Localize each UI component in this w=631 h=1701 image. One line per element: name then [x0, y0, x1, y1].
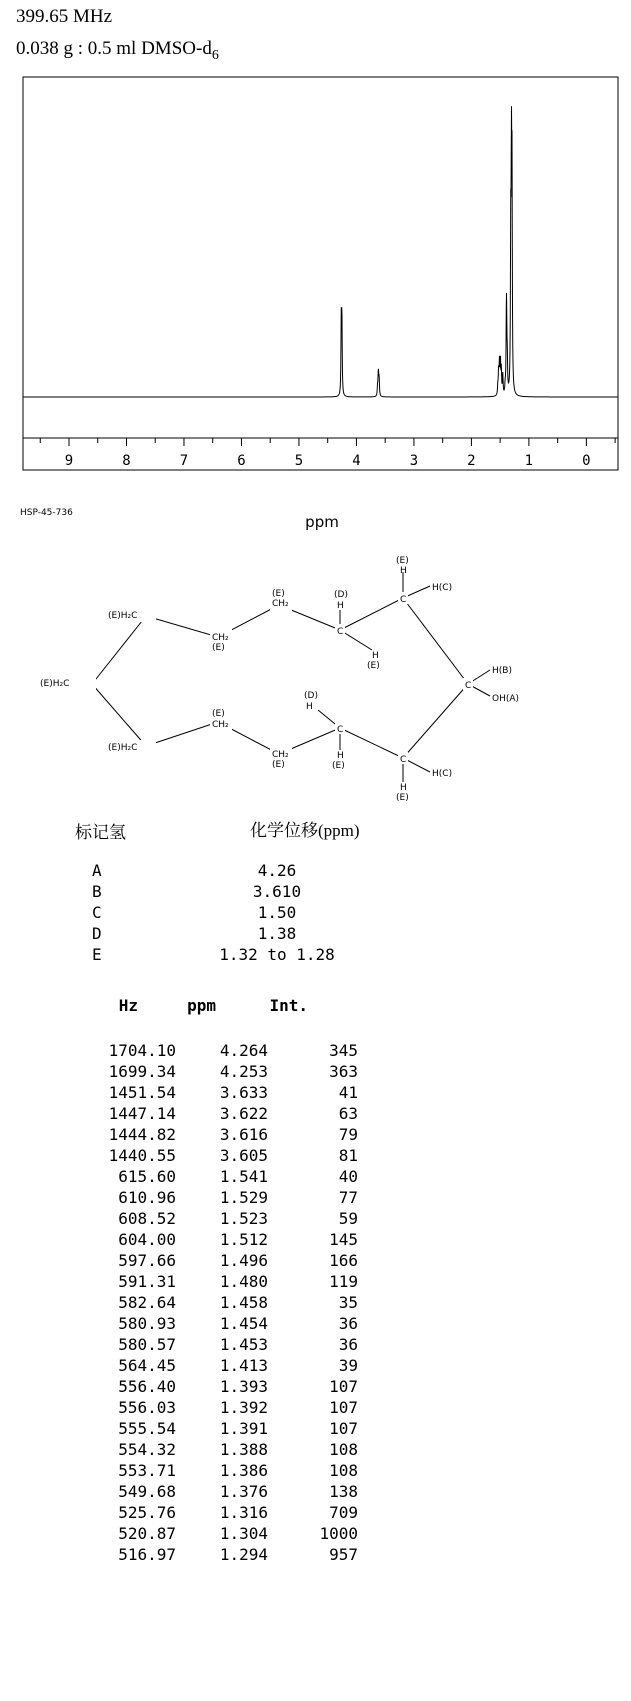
peak-row: [88, 1166, 358, 1187]
peak-row: [88, 1187, 358, 1208]
peak-header-ppm: ppm: [187, 996, 216, 1015]
peak-ppm: 1.523: [219, 1209, 268, 1228]
x-tick-label: 8: [122, 453, 131, 469]
assignment-label: A: [92, 861, 102, 880]
assignment-row: [92, 860, 342, 881]
peak-header-int: Int.: [269, 996, 308, 1015]
peak-hz: 604.00: [118, 1230, 176, 1249]
peak-ppm: 1.391: [219, 1419, 268, 1438]
x-axis: [40, 438, 615, 469]
peak-hz: 1704.10: [108, 1041, 176, 1060]
peak-row: [88, 1292, 358, 1313]
d-label: (D): [304, 691, 318, 701]
h-label: H: [337, 601, 344, 611]
assignment-shift: 1.50: [257, 903, 297, 922]
c-label: C: [337, 725, 344, 735]
assignment-row: [92, 923, 342, 944]
peak-ppm: 4.253: [219, 1062, 268, 1081]
peak-int: 363: [329, 1062, 358, 1081]
peak-row: [88, 1502, 358, 1523]
peak-ppm: 1.393: [219, 1377, 268, 1396]
x-tick-label: 4: [352, 453, 361, 469]
peak-ppm: 3.616: [219, 1125, 268, 1144]
x-tick-label: 5: [294, 453, 304, 469]
peak-hz: 1451.54: [108, 1083, 176, 1102]
peak-row: [88, 1355, 358, 1376]
peak-hz: 525.76: [118, 1503, 176, 1522]
peak-row: [88, 1103, 358, 1124]
ch2-label: CH₂: [212, 720, 229, 730]
spectrum-trace: [23, 106, 618, 397]
frequency-label: 399.65 MHz: [16, 6, 113, 27]
peak-row: [88, 1460, 358, 1481]
peak-int: 166: [329, 1251, 358, 1270]
x-axis-label: ppm: [305, 513, 339, 531]
peak-int: 119: [329, 1272, 358, 1291]
peak-ppm: 3.633: [219, 1083, 268, 1102]
assignment-label: E: [92, 945, 102, 964]
peak-ppm: 1.454: [219, 1314, 268, 1333]
peak-int: 345: [329, 1041, 358, 1060]
peak-hz: 520.87: [118, 1524, 176, 1543]
peak-ppm: 3.605: [219, 1146, 268, 1165]
assignment-label: B: [92, 882, 102, 901]
h-label: H: [337, 751, 344, 761]
h-label: H: [372, 651, 379, 661]
h-label: H: [400, 783, 407, 793]
peak-int: 709: [329, 1503, 358, 1522]
nmr-spectrum-chart: [0, 0, 631, 540]
sample-text: 0.038 g : 0.5 ml DMSO-d: [16, 38, 212, 59]
peak-hz: 580.93: [118, 1314, 176, 1333]
assignment-label: D: [92, 924, 102, 943]
peak-hz: 580.57: [118, 1335, 176, 1354]
peak-int: 36: [338, 1335, 358, 1354]
peak-hz: 556.40: [118, 1377, 176, 1396]
peak-hz: 554.32: [118, 1440, 176, 1459]
ch2-label: (E)H₂C: [108, 611, 138, 621]
peak-hz: 1440.55: [108, 1146, 176, 1165]
peak-int: 40: [338, 1167, 358, 1186]
peak-ppm: 3.622: [219, 1104, 268, 1123]
peak-row: [88, 1040, 358, 1061]
peak-ppm: 1.453: [219, 1335, 268, 1354]
peak-ppm: 1.541: [219, 1167, 268, 1186]
ch2-label: CH₂: [212, 633, 229, 643]
h-label: H: [400, 566, 407, 576]
peak-ppm: 1.316: [219, 1503, 268, 1522]
h-label: H: [306, 702, 313, 712]
d-label: (D): [334, 590, 348, 600]
peak-hz: 610.96: [118, 1188, 176, 1207]
assignment-header-label: 标记氢: [75, 823, 126, 842]
peak-row: [88, 1439, 358, 1460]
peak-row: [88, 1145, 358, 1166]
peak-ppm: 1.304: [219, 1524, 268, 1543]
c-label: C: [400, 595, 407, 605]
x-tick-label: 6: [237, 453, 246, 469]
peak-ppm: 4.264: [219, 1041, 268, 1060]
sample-subscript: 6: [211, 47, 219, 63]
spectrum-code: HSP-45-736: [20, 508, 73, 518]
peak-int: 957: [329, 1545, 358, 1564]
peak-hz: 553.71: [118, 1461, 176, 1480]
peak-hz: 549.68: [118, 1482, 176, 1501]
e-label: (E): [212, 643, 225, 653]
peak-row: [88, 1313, 358, 1334]
peak-header-hz: Hz: [118, 996, 138, 1015]
peak-hz: 1699.34: [108, 1062, 176, 1081]
peak-int: 36: [338, 1314, 358, 1333]
peak-int: 107: [329, 1398, 358, 1417]
peak-ppm: 1.529: [219, 1188, 268, 1207]
x-tick-label: 9: [64, 453, 74, 469]
peak-hz: 615.60: [118, 1167, 176, 1186]
peak-int: 108: [329, 1440, 358, 1459]
peak-ppm: 1.480: [219, 1272, 268, 1291]
peak-row: [88, 1418, 358, 1439]
peak-int: 145: [329, 1230, 358, 1249]
x-tick-label: 3: [409, 453, 419, 469]
peak-table-header: [88, 996, 308, 1015]
peak-row: [88, 1523, 358, 1544]
peak-int: 39: [338, 1356, 358, 1375]
peak-hz: 1444.82: [108, 1125, 176, 1144]
hb-label: H(B): [492, 666, 512, 676]
x-tick-label: 2: [467, 453, 476, 469]
peak-hz: 582.64: [118, 1293, 176, 1312]
peak-hz: 608.52: [118, 1209, 176, 1228]
assignment-row: [92, 902, 342, 923]
peak-table: [88, 1040, 358, 1565]
peak-hz: 591.31: [118, 1272, 176, 1291]
peak-row: [88, 1208, 358, 1229]
c-label: C: [465, 681, 472, 691]
c-label: C: [400, 755, 407, 765]
peak-row: [88, 1250, 358, 1271]
peak-ppm: 1.386: [219, 1461, 268, 1480]
peak-int: 77: [338, 1188, 358, 1207]
ch2-label: CH₂: [272, 750, 289, 760]
assignment-shift: 1.32 to 1.28: [219, 945, 335, 964]
ch2-label: CH₂: [272, 599, 289, 609]
peak-ppm: 1.413: [219, 1356, 268, 1375]
peak-int: 138: [329, 1482, 358, 1501]
structure-diagram: [0, 550, 631, 810]
peak-row: [88, 1061, 358, 1082]
peak-int: 107: [329, 1419, 358, 1438]
peak-row: [88, 1271, 358, 1292]
e-label: (E): [272, 760, 285, 770]
peak-row: [88, 1397, 358, 1418]
peak-ppm: 1.392: [219, 1398, 268, 1417]
peak-row: [88, 1481, 358, 1502]
e-label: (E): [367, 661, 380, 671]
peak-int: 1000: [319, 1524, 358, 1543]
peak-ppm: 1.512: [219, 1230, 268, 1249]
peak-hz: 597.66: [118, 1251, 176, 1270]
peak-int: 35: [338, 1293, 358, 1312]
assignment-table: [92, 860, 342, 965]
peak-ppm: 1.458: [219, 1293, 268, 1312]
peak-int: 59: [338, 1209, 358, 1228]
x-tick-label: 1: [524, 453, 534, 469]
peak-row: [88, 1544, 358, 1565]
peak-int: 108: [329, 1461, 358, 1480]
hc-label: H(C): [432, 769, 453, 779]
peak-int: 63: [338, 1104, 358, 1123]
e-label: (E): [332, 761, 345, 771]
peak-int: 41: [338, 1083, 358, 1102]
plot-frame: [23, 77, 618, 470]
peak-row: [88, 1376, 358, 1397]
ch2-label: (E)H₂C: [108, 743, 138, 753]
assignment-row: [92, 881, 342, 902]
assignment-shift: 4.26: [257, 861, 297, 880]
assignment-label: C: [92, 903, 102, 922]
peak-ppm: 1.388: [219, 1440, 268, 1459]
x-tick-label: 0: [582, 453, 591, 469]
peak-int: 81: [338, 1146, 358, 1165]
peak-hz: 556.03: [118, 1398, 176, 1417]
ch2-label: (E)H₂C: [40, 679, 70, 689]
peak-hz: 555.54: [118, 1419, 176, 1438]
peak-int: 79: [338, 1125, 358, 1144]
peak-int: 107: [329, 1377, 358, 1396]
assignment-header-shift: 化学位移(ppm): [250, 821, 360, 840]
e-label: (E): [212, 709, 225, 719]
e-label: (E): [272, 589, 285, 599]
peak-ppm: 1.294: [219, 1545, 268, 1564]
hc-label: H(C): [432, 583, 453, 593]
assignment-shift: 3.610: [252, 882, 302, 901]
e-label: (E): [396, 793, 409, 803]
c-label: C: [337, 627, 344, 637]
peak-hz: 564.45: [118, 1356, 176, 1375]
e-label: (E): [396, 556, 409, 566]
peak-row: [88, 1334, 358, 1355]
peak-row: [88, 1082, 358, 1103]
x-tick-label: 7: [179, 453, 189, 469]
peak-ppm: 1.376: [219, 1482, 268, 1501]
peak-row: [88, 1124, 358, 1145]
peak-hz: 516.97: [118, 1545, 176, 1564]
peak-hz: 1447.14: [108, 1104, 176, 1123]
oh-label: OH(A): [492, 694, 520, 704]
assignment-row: [92, 944, 342, 965]
peak-row: [88, 1229, 358, 1250]
assignment-shift: 1.38: [257, 924, 297, 943]
peak-ppm: 1.496: [219, 1251, 268, 1270]
